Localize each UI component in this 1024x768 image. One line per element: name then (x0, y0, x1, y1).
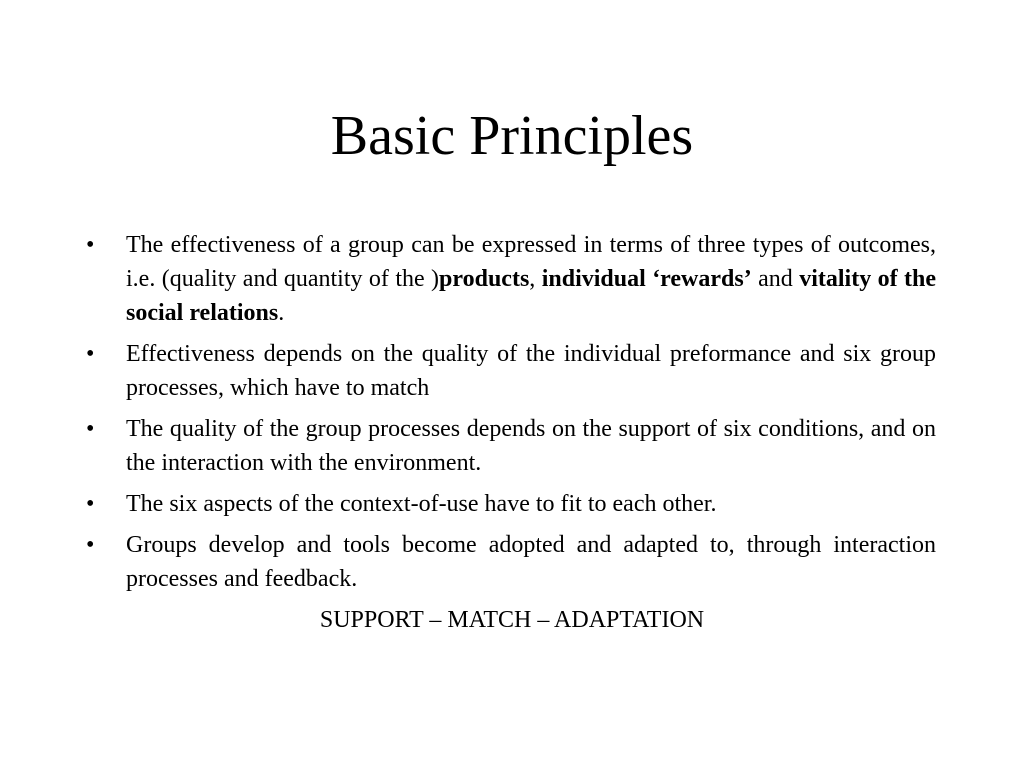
bullet-icon: • (86, 341, 95, 367)
bullet-text: Effectiveness depends on the quality of the individual preformance and six group processes, which have to match (126, 341, 936, 401)
bullet-text: The six aspects of the context-of-use have to fit to each other. (126, 491, 717, 517)
bullet-item-groups (86, 528, 936, 596)
bullet-icon: • (86, 416, 95, 442)
bullet-icon: • (86, 532, 95, 558)
slide-title: Basic Principles (330, 105, 694, 167)
bold-term-vitality: vitality of the social relations (126, 266, 936, 326)
bullet-item-context (86, 487, 936, 521)
bullet-item-effectiveness (86, 337, 936, 405)
bullet-text: and (751, 266, 800, 292)
summary-line: SUPPORT – MATCH – ADAPTATION (319, 607, 705, 633)
bullet-item-quality (86, 412, 936, 480)
bold-term-rewards: individual ‘rewards’ (541, 266, 752, 292)
bullet-text: The effectiveness of a group can be expressed in terms of three types of outcomes, i.e. (quality and quantity of the ) (126, 232, 936, 292)
bullet-text: , (529, 266, 542, 292)
bullet-text: . (278, 300, 285, 326)
bullet-text: Groups develop and tools become adopted and adapted to, through interaction processes and feedback. (126, 532, 936, 592)
bullet-icon: • (86, 491, 95, 517)
bullet-item-outcomes (86, 228, 936, 330)
bullet-list (86, 228, 936, 603)
bullet-icon: • (86, 232, 95, 258)
bold-term-products: products (439, 266, 530, 292)
bullet-text: The quality of the group processes depends on the support of six conditions, and on the interaction with the environment. (126, 416, 936, 476)
